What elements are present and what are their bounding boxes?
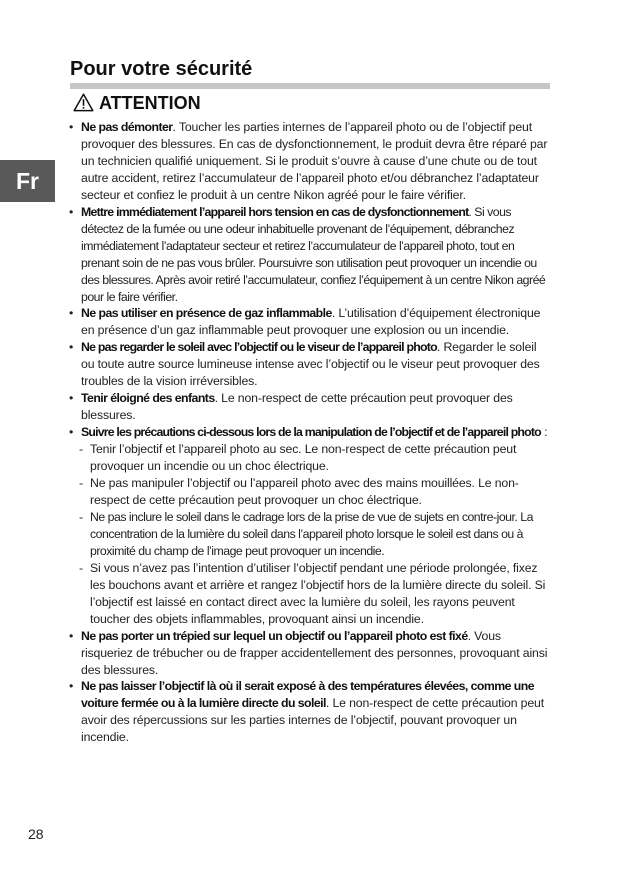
sub-item-text: Ne pas inclure le soleil dans le cadrage lors de la prise de vue de sujets en contre-jour. La concentration de la lumière du soleil dans l’appareil photo lorsque le soleil est dans ou à proximité du champ de l’image peut provoquer un incendie. bbox=[90, 509, 533, 558]
sub-list-item: - Tenir l’objectif et l’appareil photo au sec. Le non-respect de cette précaution peut provoquer un incendie ou un choc électrique. bbox=[79, 442, 517, 474]
sub-item-text: Ne pas manipuler l’objectif ou l’appareil photo avec des mains mouillées. Le non-respect de cette précaution peut provoquer un choc électrique. bbox=[90, 476, 519, 507]
item-text: . Regarder le soleil ou toute autre source lumineuse intense avec l’objectif ou le viseur peut provoquer des troubles de la vision irréversibles. bbox=[81, 340, 540, 389]
item-lead: Ne pas regarder le soleil avec l’objectif ou le viseur de l’appareil photo bbox=[81, 340, 437, 355]
item-lead: Ne pas utiliser en présence de gaz inflammable bbox=[81, 306, 332, 321]
item-text: . Le non-respect de cette précaution peut avoir des répercussions sur les parties internes de l’objectif, pouvant provoquer un incendie. bbox=[81, 696, 544, 745]
attention-label: ATTENTION bbox=[99, 93, 201, 113]
item-lead: Suivre les précautions ci-dessous lors de la manipulation de l’objectif et de l’appareil photo bbox=[81, 425, 541, 440]
language-tab: Fr bbox=[0, 160, 55, 202]
item-text: . Toucher les parties internes de l’appareil photo ou de l’objectif peut provoquer des blessures. En cas de dysfonctionnement, le produit devra être réparé par un technicien qualifié uniquement. Si le produit s’ouvre à cause d’une chute ou de tout autre accident, retirez l’accumulateur de l’appareil photo et/ou débranchez l’adaptateur secteur et confiez le produit à un centre Nikon agréé pour le faire vérifier. bbox=[81, 120, 548, 202]
list-item: • Ne pas laisser l’objectif là où il serait exposé à des températures élevées, comme une voiture fermée ou à la lumière directe du soleil. Le non-respect de cette précaution peut avoir des répercussions sur les parties internes de l’objectif, pouvant provoquer un incendie. bbox=[69, 679, 544, 745]
sub-list-item: - Ne pas manipuler l’objectif ou l’appareil photo avec des mains mouillées. Le non-respect de cette précaution peut provoquer un choc électrique. bbox=[79, 476, 519, 507]
item-lead: Tenir éloigné des enfants bbox=[81, 391, 215, 406]
list-item: • Suivre les précautions ci-dessous lors de la manipulation de l’objectif et de l’appareil photo : bbox=[69, 425, 548, 440]
sub-list-item: - Si vous n’avez pas l’intention d’utiliser l’objectif pendant une période prolongée, fixez les bouchons avant et arrière et rangez l’objectif hors de la lumière directe du soleil. Si l’objectif est laissé en contact direct avec la lumière du soleil, les rayons peuvent toucher des objets inflammables, provoquant ainsi un incendie. bbox=[79, 560, 546, 626]
attention-heading bbox=[73, 90, 201, 116]
safety-list bbox=[68, 119, 548, 746]
item-lead: Ne pas laisser l’objectif là où il serait exposé à des températures élevées, comme une voiture fermée ou à la lumière directe du soleil bbox=[81, 679, 535, 711]
item-text: . Le non-respect de cette précaution peut provoquer des blessures. bbox=[81, 391, 513, 423]
list-item: • Ne pas utiliser en présence de gaz inflammable. L’utilisation d’équipement électronique en présence d’un gaz inflammable peut provoquer une explosion ou un incendie. bbox=[69, 306, 541, 338]
list-item: • Ne pas démonter. Toucher les parties internes de l’appareil photo ou de l’objectif peut provoquer des blessures. En cas de dysfonctionnement, le produit devra être réparé par un technicien qualifié uniquement. Si le produit s’ouvre à cause d’une chute ou de tout autre accident, retirez l’accumulateur de l’appareil photo et/ou débranchez l’adaptateur secteur et confiez le produit à un centre Nikon agréé pour le faire vérifier. bbox=[69, 120, 548, 202]
sub-list-item: - Ne pas inclure le soleil dans le cadrage lors de la prise de vue de sujets en contre-jour. La concentration de la lumière du soleil dans l’appareil photo lorsque le soleil est dans ou à proximité du champ de l’image peut provoquer un incendie. bbox=[79, 509, 533, 558]
list-item: • Ne pas regarder le soleil avec l’objectif ou le viseur de l’appareil photo. Regarder le soleil ou toute autre source lumineuse intense avec l’objectif ou le viseur peut provoquer des troubles de la vision irréversibles. bbox=[69, 340, 540, 389]
sub-item-text: Tenir l’objectif et l’appareil photo au sec. Le non-respect de cette précaution peut provoquer un incendie ou un choc électrique. bbox=[90, 442, 517, 474]
warning-triangle-icon bbox=[73, 93, 94, 112]
list-item: • Ne pas porter un trépied sur lequel un objectif ou l’appareil photo est fixé. Vous risqueriez de trébucher ou de frapper accidentellement des personnes, provoquant ainsi des blessures. bbox=[69, 628, 548, 677]
list-item: • Mettre immédiatement l’appareil hors tension en cas de dysfonctionnement. Si vous détectez de la fumée ou une odeur inhabituelle provenant de l’équipement, débranchez immédiatement l’adaptateur secteur et retirez l’accumulateur de l’appareil photo, tout en prenant soin de ne pas vous brûler. Poursuivre son utilisation peut provoquer un incendie ou des blessures. Après avoir retiré l’accumulateur, confiez l’équipement à un centre Nikon agréé pour le faire vérifier. bbox=[69, 204, 546, 304]
page-title: Pour votre sécurité bbox=[70, 56, 550, 89]
item-text: . Si vous détectez de la fumée ou une odeur inhabituelle provenant de l’équipement, débranchez immédiatement l’adaptateur secteur et retirez l’accumulateur de l’appareil photo, tout en prenant soin de ne pas vous brûler. Poursuivre son utilisation peut provoquer un incendie ou des blessures. Après avoir retiré l’accumulateur, confiez l’équipement à un centre Nikon agréé pour le faire vérifier. bbox=[81, 204, 546, 304]
page-number: 28 bbox=[28, 826, 44, 842]
list-item: • Tenir éloigné des enfants. Le non-respect de cette précaution peut provoquer des blessures. bbox=[69, 391, 513, 423]
item-text: : bbox=[540, 425, 548, 440]
item-text: . L’utilisation d’équipement électronique en présence d’un gaz inflammable peut provoquer une explosion ou un incendie. bbox=[81, 306, 541, 338]
item-lead: Ne pas porter un trépied sur lequel un objectif ou l’appareil photo est fixé bbox=[81, 628, 468, 643]
sub-item-text: Si vous n’avez pas l’intention d’utiliser l’objectif pendant une période prolongée, fixez les bouchons avant et arrière et rangez l’objectif hors de la lumière directe du soleil. Si l’objectif est laissé en contact direct avec la lumière du soleil, les rayons peuvent toucher des objets inflammables, provoquant ainsi un incendie. bbox=[90, 560, 546, 626]
item-lead: Mettre immédiatement l’appareil hors tension en cas de dysfonctionnement bbox=[81, 204, 469, 219]
item-lead: Ne pas démonter bbox=[81, 120, 173, 134]
item-text: . Vous risqueriez de trébucher ou de frapper accidentellement des personnes, provoquant ainsi des blessures. bbox=[81, 628, 548, 677]
